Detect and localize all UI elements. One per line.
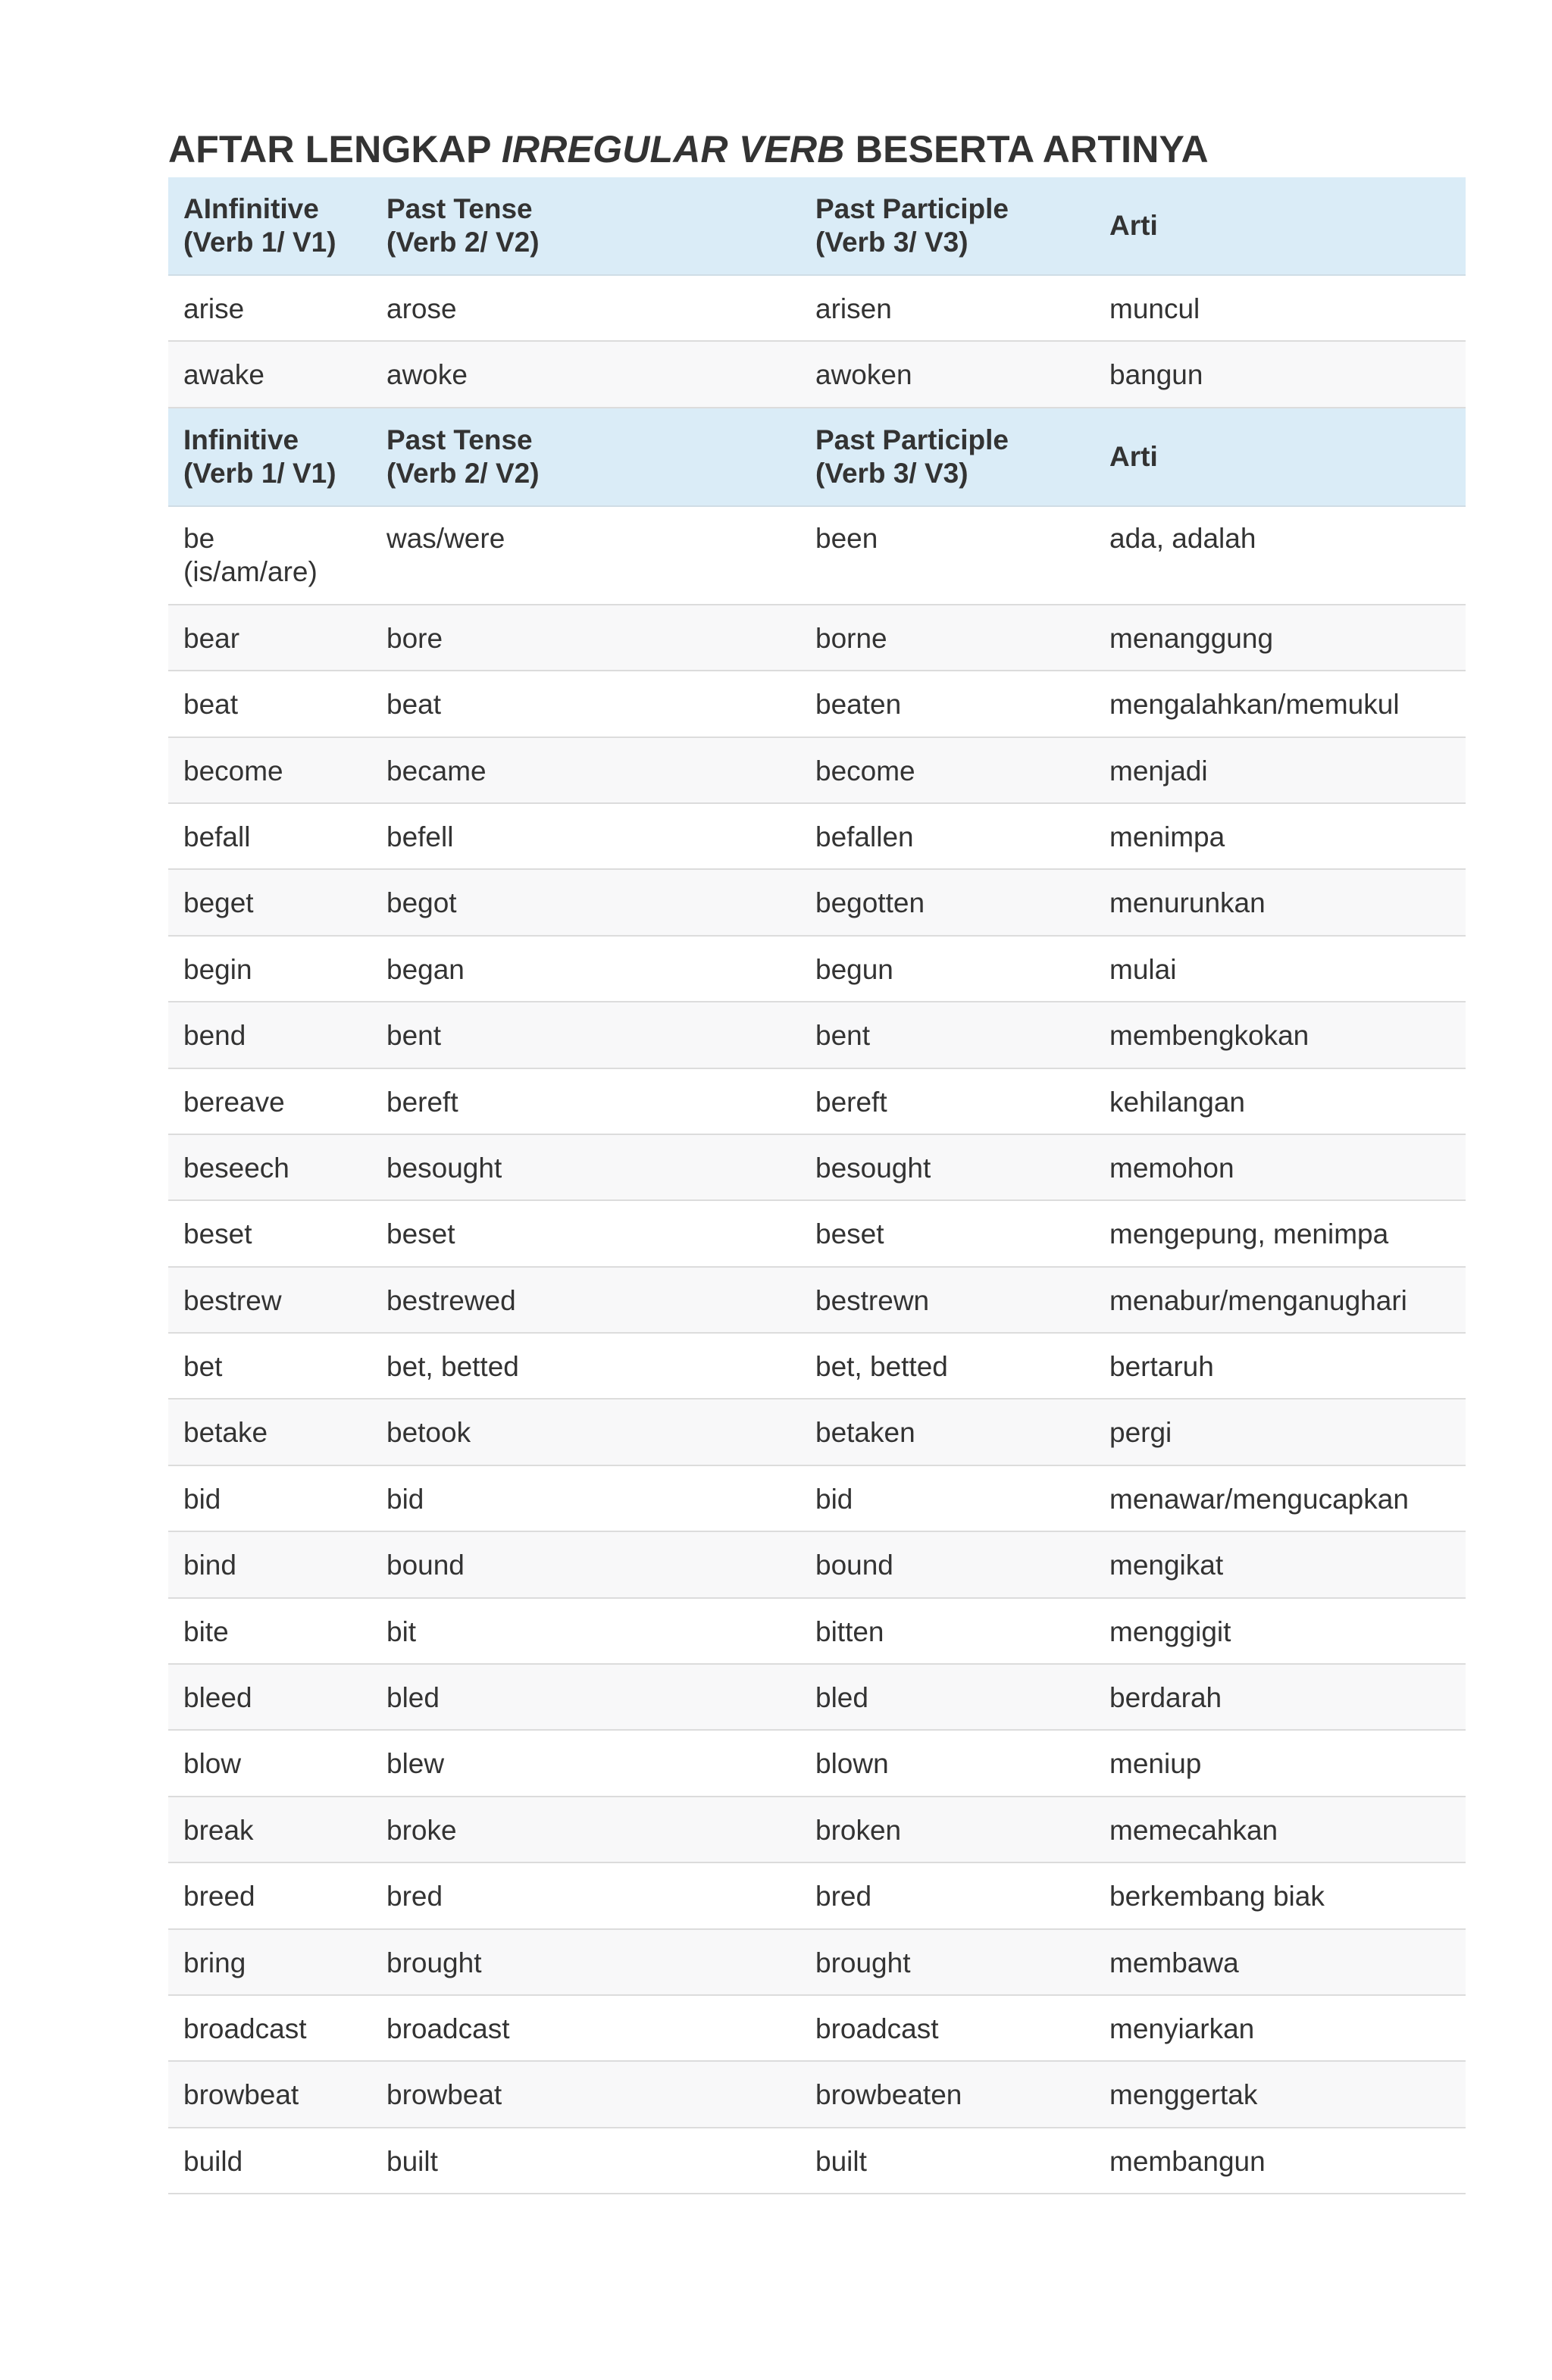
cell-infinitive: bend <box>183 1020 246 1052</box>
table-row <box>168 1797 1466 1863</box>
cell-past-participle: borne <box>815 622 887 654</box>
cell-past-tense: built <box>386 2145 438 2177</box>
cell-past-participle: been <box>815 522 878 554</box>
cell-past-tense: bet, betted <box>386 1351 519 1383</box>
header-cell-infinitive: AInfinitive (Verb 1/ V1) <box>183 193 336 258</box>
cell-past-tense: browbeat <box>386 2079 502 2111</box>
cell-past-tense: besought <box>386 1152 502 1184</box>
cell-past-participle: bitten <box>815 1615 884 1647</box>
cell-arti: bangun <box>1109 359 1203 391</box>
table-row <box>168 1334 1466 1400</box>
table-row <box>168 1996 1466 2062</box>
table-row <box>168 1069 1466 1135</box>
irregular-verb-table <box>168 177 1466 2194</box>
cell-past-participle: browbeaten <box>815 2079 962 2111</box>
cell-past-tense: beset <box>386 1218 455 1250</box>
cell-arti: membangun <box>1109 2145 1266 2177</box>
cell-arti: memecahkan <box>1109 1814 1278 1846</box>
cell-arti: menjadi <box>1109 755 1208 787</box>
table-row <box>168 671 1466 737</box>
cell-past-participle: arisen <box>815 293 892 324</box>
cell-past-tense: bled <box>386 1682 440 1714</box>
cell-past-participle: bid <box>815 1483 853 1515</box>
cell-past-participle: befallen <box>815 821 914 852</box>
cell-past-participle: bled <box>815 1682 868 1714</box>
table-row <box>168 342 1466 408</box>
document-page <box>168 123 1466 2194</box>
cell-infinitive: blow <box>183 1748 242 1780</box>
table-row <box>168 2128 1466 2194</box>
cell-infinitive: bear <box>183 622 240 654</box>
cell-past-tense: bred <box>386 1881 443 1912</box>
cell-past-participle: bereft <box>815 1086 887 1118</box>
title-part-3: BESERTA ARTINYA <box>844 128 1209 170</box>
cell-past-participle: built <box>815 2145 867 2177</box>
cell-past-tense: beat <box>386 689 442 721</box>
cell-arti: menawar/mengucapkan <box>1109 1483 1409 1515</box>
table-row <box>168 276 1466 342</box>
cell-arti: meniup <box>1109 1748 1202 1780</box>
cell-arti: kehilangan <box>1109 1086 1245 1118</box>
header-cell-arti: Arti <box>1109 210 1158 241</box>
cell-past-participle: bred <box>815 1881 872 1912</box>
cell-past-tense: brought <box>386 1947 482 1978</box>
cell-arti: bertaruh <box>1109 1351 1214 1383</box>
table-row <box>168 2062 1466 2128</box>
cell-past-tense: bent <box>386 1020 442 1052</box>
table-row <box>168 605 1466 671</box>
cell-infinitive: breed <box>183 1881 255 1912</box>
cell-infinitive: bite <box>183 1615 229 1647</box>
cell-arti: mengepung, menimpa <box>1109 1218 1389 1250</box>
cell-arti: membawa <box>1109 1947 1239 1978</box>
cell-infinitive: begin <box>183 953 252 985</box>
cell-past-participle: besought <box>815 1152 931 1184</box>
cell-infinitive: be (is/am/are) <box>183 522 318 587</box>
cell-arti: menggertak <box>1109 2079 1258 2111</box>
cell-past-participle: begun <box>815 953 893 985</box>
cell-infinitive: arise <box>183 293 245 324</box>
cell-past-participle: begotten <box>815 887 925 919</box>
table-row <box>168 1532 1466 1598</box>
cell-infinitive: broadcast <box>183 2013 307 2044</box>
cell-arti: menyiarkan <box>1109 2013 1255 2044</box>
table-row <box>168 1930 1466 1996</box>
cell-past-tense: arose <box>386 293 457 324</box>
cell-past-tense: was/were <box>386 522 505 554</box>
cell-infinitive: bind <box>183 1550 236 1581</box>
cell-past-tense: bit <box>386 1615 417 1647</box>
cell-infinitive: beat <box>183 689 239 721</box>
table-row <box>168 1400 1466 1465</box>
cell-arti: mengalahkan/memukul <box>1109 689 1400 721</box>
cell-past-tense: bereft <box>386 1086 458 1118</box>
cell-past-participle: blown <box>815 1748 889 1780</box>
header-cell-past-tense: Past Tense (Verb 2/ V2) <box>386 424 540 489</box>
cell-arti: ada, adalah <box>1109 522 1256 554</box>
header-cell-infinitive: Infinitive (Verb 1/ V1) <box>183 424 336 489</box>
table-row <box>168 738 1466 804</box>
cell-infinitive: bring <box>183 1947 246 1978</box>
cell-arti: membengkokan <box>1109 1020 1310 1052</box>
title-part-1: AFTAR LENGKAP <box>168 128 502 170</box>
cell-past-participle: betaken <box>815 1417 915 1449</box>
cell-arti: mengikat <box>1109 1550 1224 1581</box>
table-header-row <box>168 177 1466 276</box>
cell-arti: menanggung <box>1109 622 1274 654</box>
table-header-row <box>168 408 1466 507</box>
header-cell-past-participle: Past Participle (Verb 3/ V3) <box>815 424 1009 489</box>
cell-past-tense: betook <box>386 1417 471 1449</box>
cell-arti: menurunkan <box>1109 887 1266 919</box>
cell-past-tense: broadcast <box>386 2013 510 2044</box>
cell-past-tense: blew <box>386 1748 445 1780</box>
cell-past-tense: begot <box>386 887 457 919</box>
cell-arti: muncul <box>1109 293 1200 324</box>
cell-past-participle: bet, betted <box>815 1351 948 1383</box>
cell-past-participle: beaten <box>815 689 902 721</box>
cell-infinitive: browbeat <box>183 2079 299 2111</box>
cell-past-participle: brought <box>815 1947 911 1978</box>
table-row <box>168 937 1466 1002</box>
cell-arti: berkembang biak <box>1109 1881 1325 1912</box>
cell-past-tense: awoke <box>386 359 468 391</box>
cell-infinitive: befall <box>183 821 251 852</box>
cell-past-participle: broadcast <box>815 2013 939 2044</box>
cell-arti: pergi <box>1109 1417 1172 1449</box>
cell-past-tense: befell <box>386 821 454 852</box>
cell-past-participle: bestrewn <box>815 1284 930 1316</box>
cell-past-participle: awoken <box>815 359 912 391</box>
cell-past-tense: became <box>386 755 487 787</box>
cell-arti: memohon <box>1109 1152 1234 1184</box>
cell-infinitive: break <box>183 1814 254 1846</box>
cell-infinitive: betake <box>183 1417 268 1449</box>
cell-infinitive: bet <box>183 1351 223 1383</box>
cell-infinitive: bestrew <box>183 1284 282 1316</box>
table-row <box>168 1268 1466 1334</box>
cell-past-tense: began <box>386 953 465 985</box>
cell-arti: mulai <box>1109 953 1177 985</box>
table-row <box>168 1731 1466 1797</box>
table-row <box>168 507 1466 605</box>
cell-past-tense: bid <box>386 1483 424 1515</box>
cell-infinitive: awake <box>183 359 264 391</box>
cell-infinitive: build <box>183 2145 243 2177</box>
cell-infinitive: beget <box>183 887 254 919</box>
table-row <box>168 870 1466 936</box>
table-row <box>168 1135 1466 1201</box>
cell-infinitive: become <box>183 755 283 787</box>
table-row <box>168 1466 1466 1532</box>
table-row <box>168 804 1466 870</box>
cell-infinitive: bid <box>183 1483 221 1515</box>
table-row <box>168 1201 1466 1267</box>
cell-past-participle: become <box>815 755 915 787</box>
table-row <box>168 1863 1466 1929</box>
table-row <box>168 1665 1466 1731</box>
cell-arti: menimpa <box>1109 821 1225 852</box>
cell-infinitive: beseech <box>183 1152 289 1184</box>
table-row <box>168 1599 1466 1665</box>
cell-infinitive: bereave <box>183 1086 285 1118</box>
cell-past-tense: bore <box>386 622 443 654</box>
cell-past-tense: bestrewed <box>386 1284 516 1316</box>
cell-past-participle: bent <box>815 1020 871 1052</box>
header-cell-past-tense: Past Tense (Verb 2/ V2) <box>386 193 540 258</box>
title-part-italic: IRREGULAR VERB <box>501 128 845 170</box>
cell-past-tense: broke <box>386 1814 457 1846</box>
cell-past-participle: beset <box>815 1218 884 1250</box>
header-cell-arti: Arti <box>1109 440 1158 472</box>
table-row <box>168 1002 1466 1068</box>
cell-past-participle: broken <box>815 1814 902 1846</box>
cell-arti: menabur/menganughari <box>1109 1284 1407 1316</box>
page-title <box>168 123 1466 176</box>
cell-infinitive: bleed <box>183 1682 252 1714</box>
cell-arti: menggigit <box>1109 1615 1231 1647</box>
header-cell-past-participle: Past Participle (Verb 3/ V3) <box>815 193 1009 258</box>
cell-infinitive: beset <box>183 1218 252 1250</box>
cell-arti: berdarah <box>1109 1682 1222 1714</box>
cell-past-tense: bound <box>386 1550 465 1581</box>
cell-past-participle: bound <box>815 1550 893 1581</box>
